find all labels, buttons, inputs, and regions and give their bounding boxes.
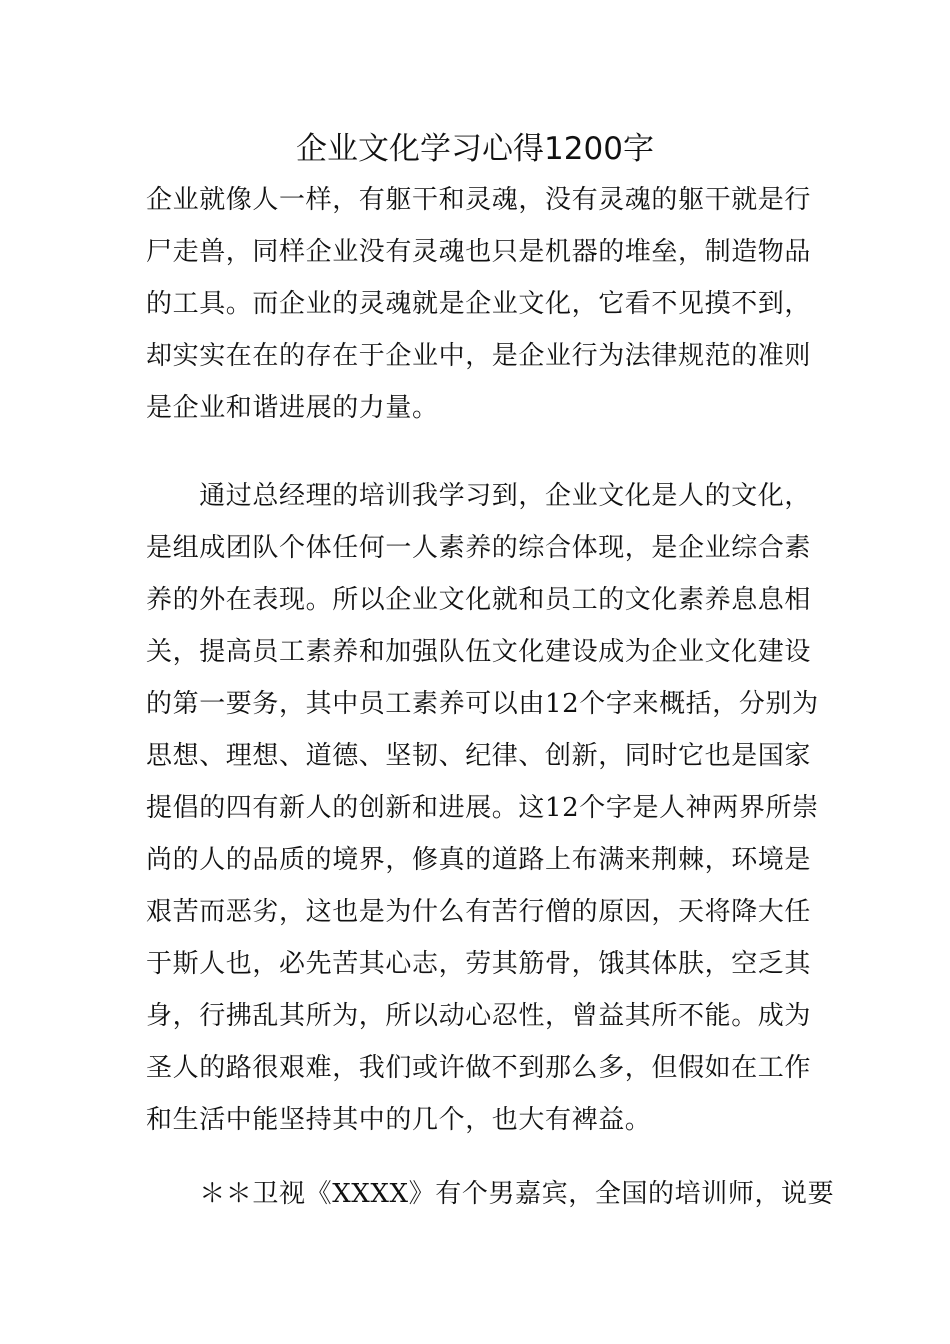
text-line: 养的外在表现。所以企业文化就和员工的文化素养息息相: [146, 585, 812, 615]
text-line: 于斯人也，必先苦其心志，劳其筋骨，饿其体肤，空乏其: [146, 949, 812, 979]
text-line: 通过总经理的培训我学习到，企业文化是人的文化，: [146, 481, 812, 511]
text-line: 身，行拂乱其所为，所以动心忍性，曾益其所不能。成为: [146, 1001, 812, 1031]
text-line: 是企业和谐进展的力量。: [146, 393, 439, 423]
document-title: 企业文化学习心得1200字: [296, 131, 654, 167]
text-line: 尸走兽，同样企业没有灵魂也只是机器的堆垒，制造物品: [146, 237, 812, 267]
text-line: 和生活中能坚持其中的几个，也大有裨益。: [146, 1105, 652, 1135]
text-line: 的第一要务，其中员工素养可以由12个字来概括，分别为: [146, 689, 819, 719]
text-line: 的工具。而企业的灵魂就是企业文化，它看不见摸不到，: [146, 289, 812, 319]
text-line: 提倡的四有新人的创新和进展。这12个字是人神两界所崇: [146, 793, 819, 823]
text-line: 是组成团队个体任何一人素养的综合体现，是企业综合素: [146, 533, 812, 563]
paragraph-2: [146, 470, 819, 1146]
text-line: 圣人的路很艰难，我们或许做不到那么多，但假如在工作: [146, 1053, 812, 1083]
text-line: ＊＊卫视《XXXX》有个男嘉宾，全国的培训师，说要: [146, 1179, 835, 1209]
text-line: 思想、理想、道德、坚韧、纪律、创新，同时它也是国家: [146, 741, 812, 771]
text-line: 关，提高员工素养和加强队伍文化建设成为企业文化建设: [146, 637, 812, 667]
text-line: 却实实在在的存在于企业中，是企业行为法律规范的准则: [146, 341, 812, 371]
text-line: 尚的人的品质的境界，修真的道路上布满来荆棘，环境是: [146, 845, 812, 875]
text-line: 艰苦而恶劣，这也是为什么有苦行僧的原因，天将降大任: [146, 897, 812, 927]
paragraph-3: [146, 1168, 835, 1220]
paragraph-1: [146, 174, 810, 434]
text-line: 企业就像人一样，有躯干和灵魂，没有灵魂的躯干就是行: [146, 185, 812, 215]
